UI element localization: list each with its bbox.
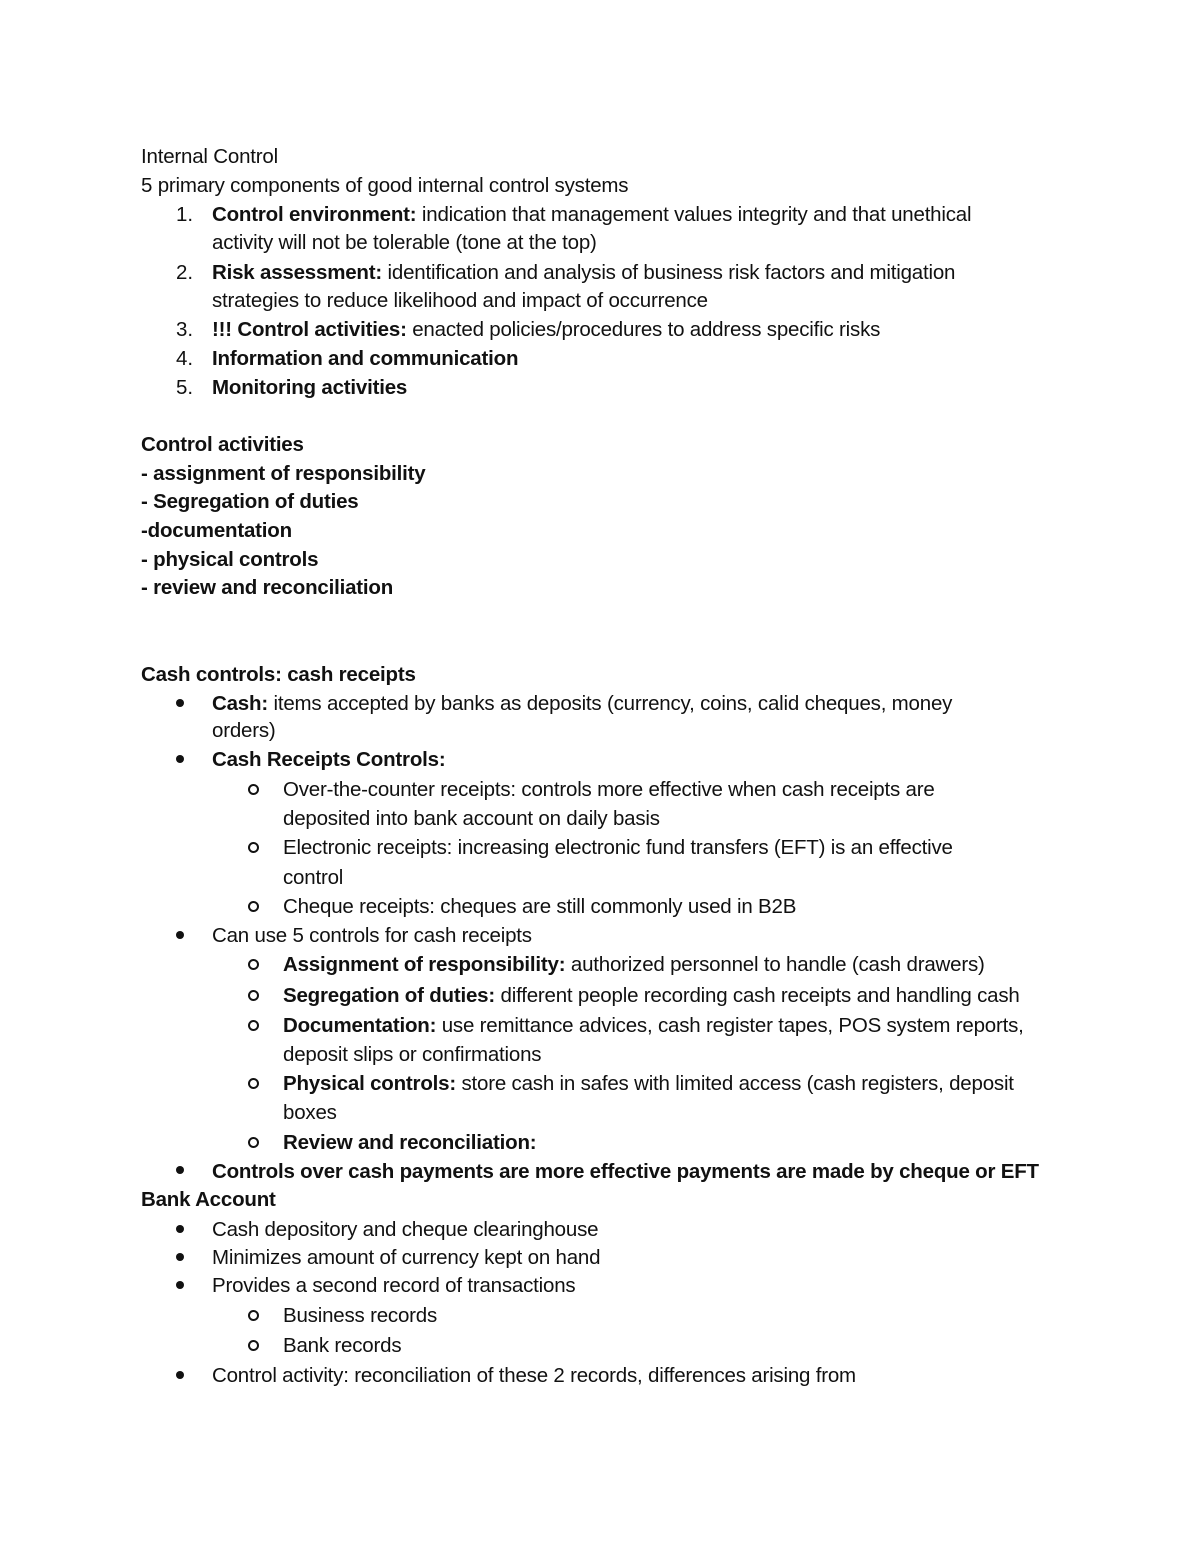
circle-bullet-icon [248, 842, 259, 853]
list-item: Information and communication [212, 347, 519, 370]
list-number: 4. [176, 347, 194, 370]
item-text: enacted policies/procedures to address specific risks [406, 318, 881, 341]
item-label: !!! Control activities: [212, 318, 407, 341]
dash-item: - physical controls [141, 548, 319, 571]
circle-bullet-icon [248, 990, 259, 1001]
list-number: 2. [176, 261, 194, 284]
item-label: Segregation of duties: [283, 984, 496, 1007]
sub-bullet-continuation: control [283, 866, 344, 889]
sub-bullet-item [283, 1070, 1014, 1098]
disc-bullet-icon [176, 1371, 184, 1379]
item-text: items accepted by banks as deposits (currency, coins, calid cheques, money [267, 692, 953, 715]
section-intro: 5 primary components of good internal control systems [141, 174, 629, 197]
bullet-item [212, 690, 952, 718]
sub-bullet-item [283, 1012, 1024, 1040]
item-label: Documentation: [283, 1014, 437, 1037]
dash-item: - assignment of responsibility [141, 462, 426, 485]
item-text: use remittance advices, cash register tapes, POS system reports, [436, 1014, 1024, 1037]
list-number: 3. [176, 318, 194, 341]
list-item [212, 201, 971, 229]
sub-bullet-continuation: boxes [283, 1101, 337, 1124]
sub-bullet-item: Review and reconciliation: [283, 1131, 537, 1154]
item-text: indication that management values integrity and that unethical [416, 203, 972, 226]
circle-bullet-icon [248, 1310, 259, 1321]
disc-bullet-icon [176, 755, 184, 763]
section-title-bank-account: Bank Account [141, 1188, 276, 1211]
bullet-item: Can use 5 controls for cash receipts [212, 924, 532, 947]
list-item-continuation: strategies to reduce likelihood and impact of occurrence [212, 289, 708, 312]
item-label: Control environment: [212, 203, 417, 226]
list-item [212, 259, 955, 287]
disc-bullet-icon [176, 931, 184, 939]
circle-bullet-icon [248, 1020, 259, 1031]
sub-bullet-item: Electronic receipts: increasing electronic fund transfers (EFT) is an effective [283, 836, 953, 859]
sub-bullet-item [283, 951, 985, 979]
section-title-cash-controls: Cash controls: cash receipts [141, 663, 416, 686]
list-item-continuation: activity will not be tolerable (tone at the top) [212, 231, 597, 254]
sub-bullet-item: Cheque receipts: cheques are still commonly used in B2B [283, 895, 797, 918]
bullet-item: Cash Receipts Controls: [212, 748, 446, 771]
sub-bullet-continuation: deposited into bank account on daily basis [283, 807, 660, 830]
circle-bullet-icon [248, 1078, 259, 1089]
circle-bullet-icon [248, 1340, 259, 1351]
bullet-item-continuation: orders) [212, 719, 276, 742]
sub-bullet-item: Business records [283, 1304, 438, 1327]
section-title-internal-control: Internal Control [141, 145, 278, 168]
bullet-item: Minimizes amount of currency kept on hand [212, 1246, 601, 1269]
item-text: different people recording cash receipts and handling cash [495, 984, 1020, 1007]
list-number: 1. [176, 203, 194, 226]
dash-item: - review and reconciliation [141, 576, 394, 599]
section-title-control-activities: Control activities [141, 433, 304, 456]
item-label: Assignment of responsibility: [283, 953, 566, 976]
sub-bullet-item [283, 982, 1020, 1010]
circle-bullet-icon [248, 784, 259, 795]
item-label: Cash: [212, 692, 268, 715]
circle-bullet-icon [248, 1137, 259, 1148]
sub-bullet-item: Over-the-counter receipts: controls more effective when cash receipts are [283, 778, 935, 801]
item-label: Physical controls: [283, 1072, 456, 1095]
dash-item: -documentation [141, 519, 292, 542]
list-number: 5. [176, 376, 194, 399]
item-label: Risk assessment: [212, 261, 383, 284]
disc-bullet-icon [176, 1225, 184, 1233]
item-text: identification and analysis of business risk factors and mitigation [382, 261, 956, 284]
sub-bullet-item: Bank records [283, 1334, 402, 1357]
circle-bullet-icon [248, 901, 259, 912]
item-text: authorized personnel to handle (cash drawers) [565, 953, 985, 976]
sub-bullet-continuation: deposit slips or confirmations [283, 1043, 542, 1066]
bullet-item: Cash depository and cheque clearinghouse [212, 1218, 599, 1241]
bullet-item: Provides a second record of transactions [212, 1274, 576, 1297]
bullet-item: Control activity: reconciliation of these 2 records, differences arising from [212, 1364, 856, 1387]
dash-item: - Segregation of duties [141, 490, 359, 513]
disc-bullet-icon [176, 1166, 184, 1174]
circle-bullet-icon [248, 959, 259, 970]
disc-bullet-icon [176, 1253, 184, 1261]
disc-bullet-icon [176, 1281, 184, 1289]
disc-bullet-icon [176, 699, 184, 707]
list-item: Monitoring activities [212, 376, 408, 399]
list-item [212, 316, 880, 344]
bullet-item: Controls over cash payments are more effective payments are made by cheque or EFT [212, 1160, 1039, 1183]
item-text: store cash in safes with limited access (cash registers, deposit [455, 1072, 1014, 1095]
